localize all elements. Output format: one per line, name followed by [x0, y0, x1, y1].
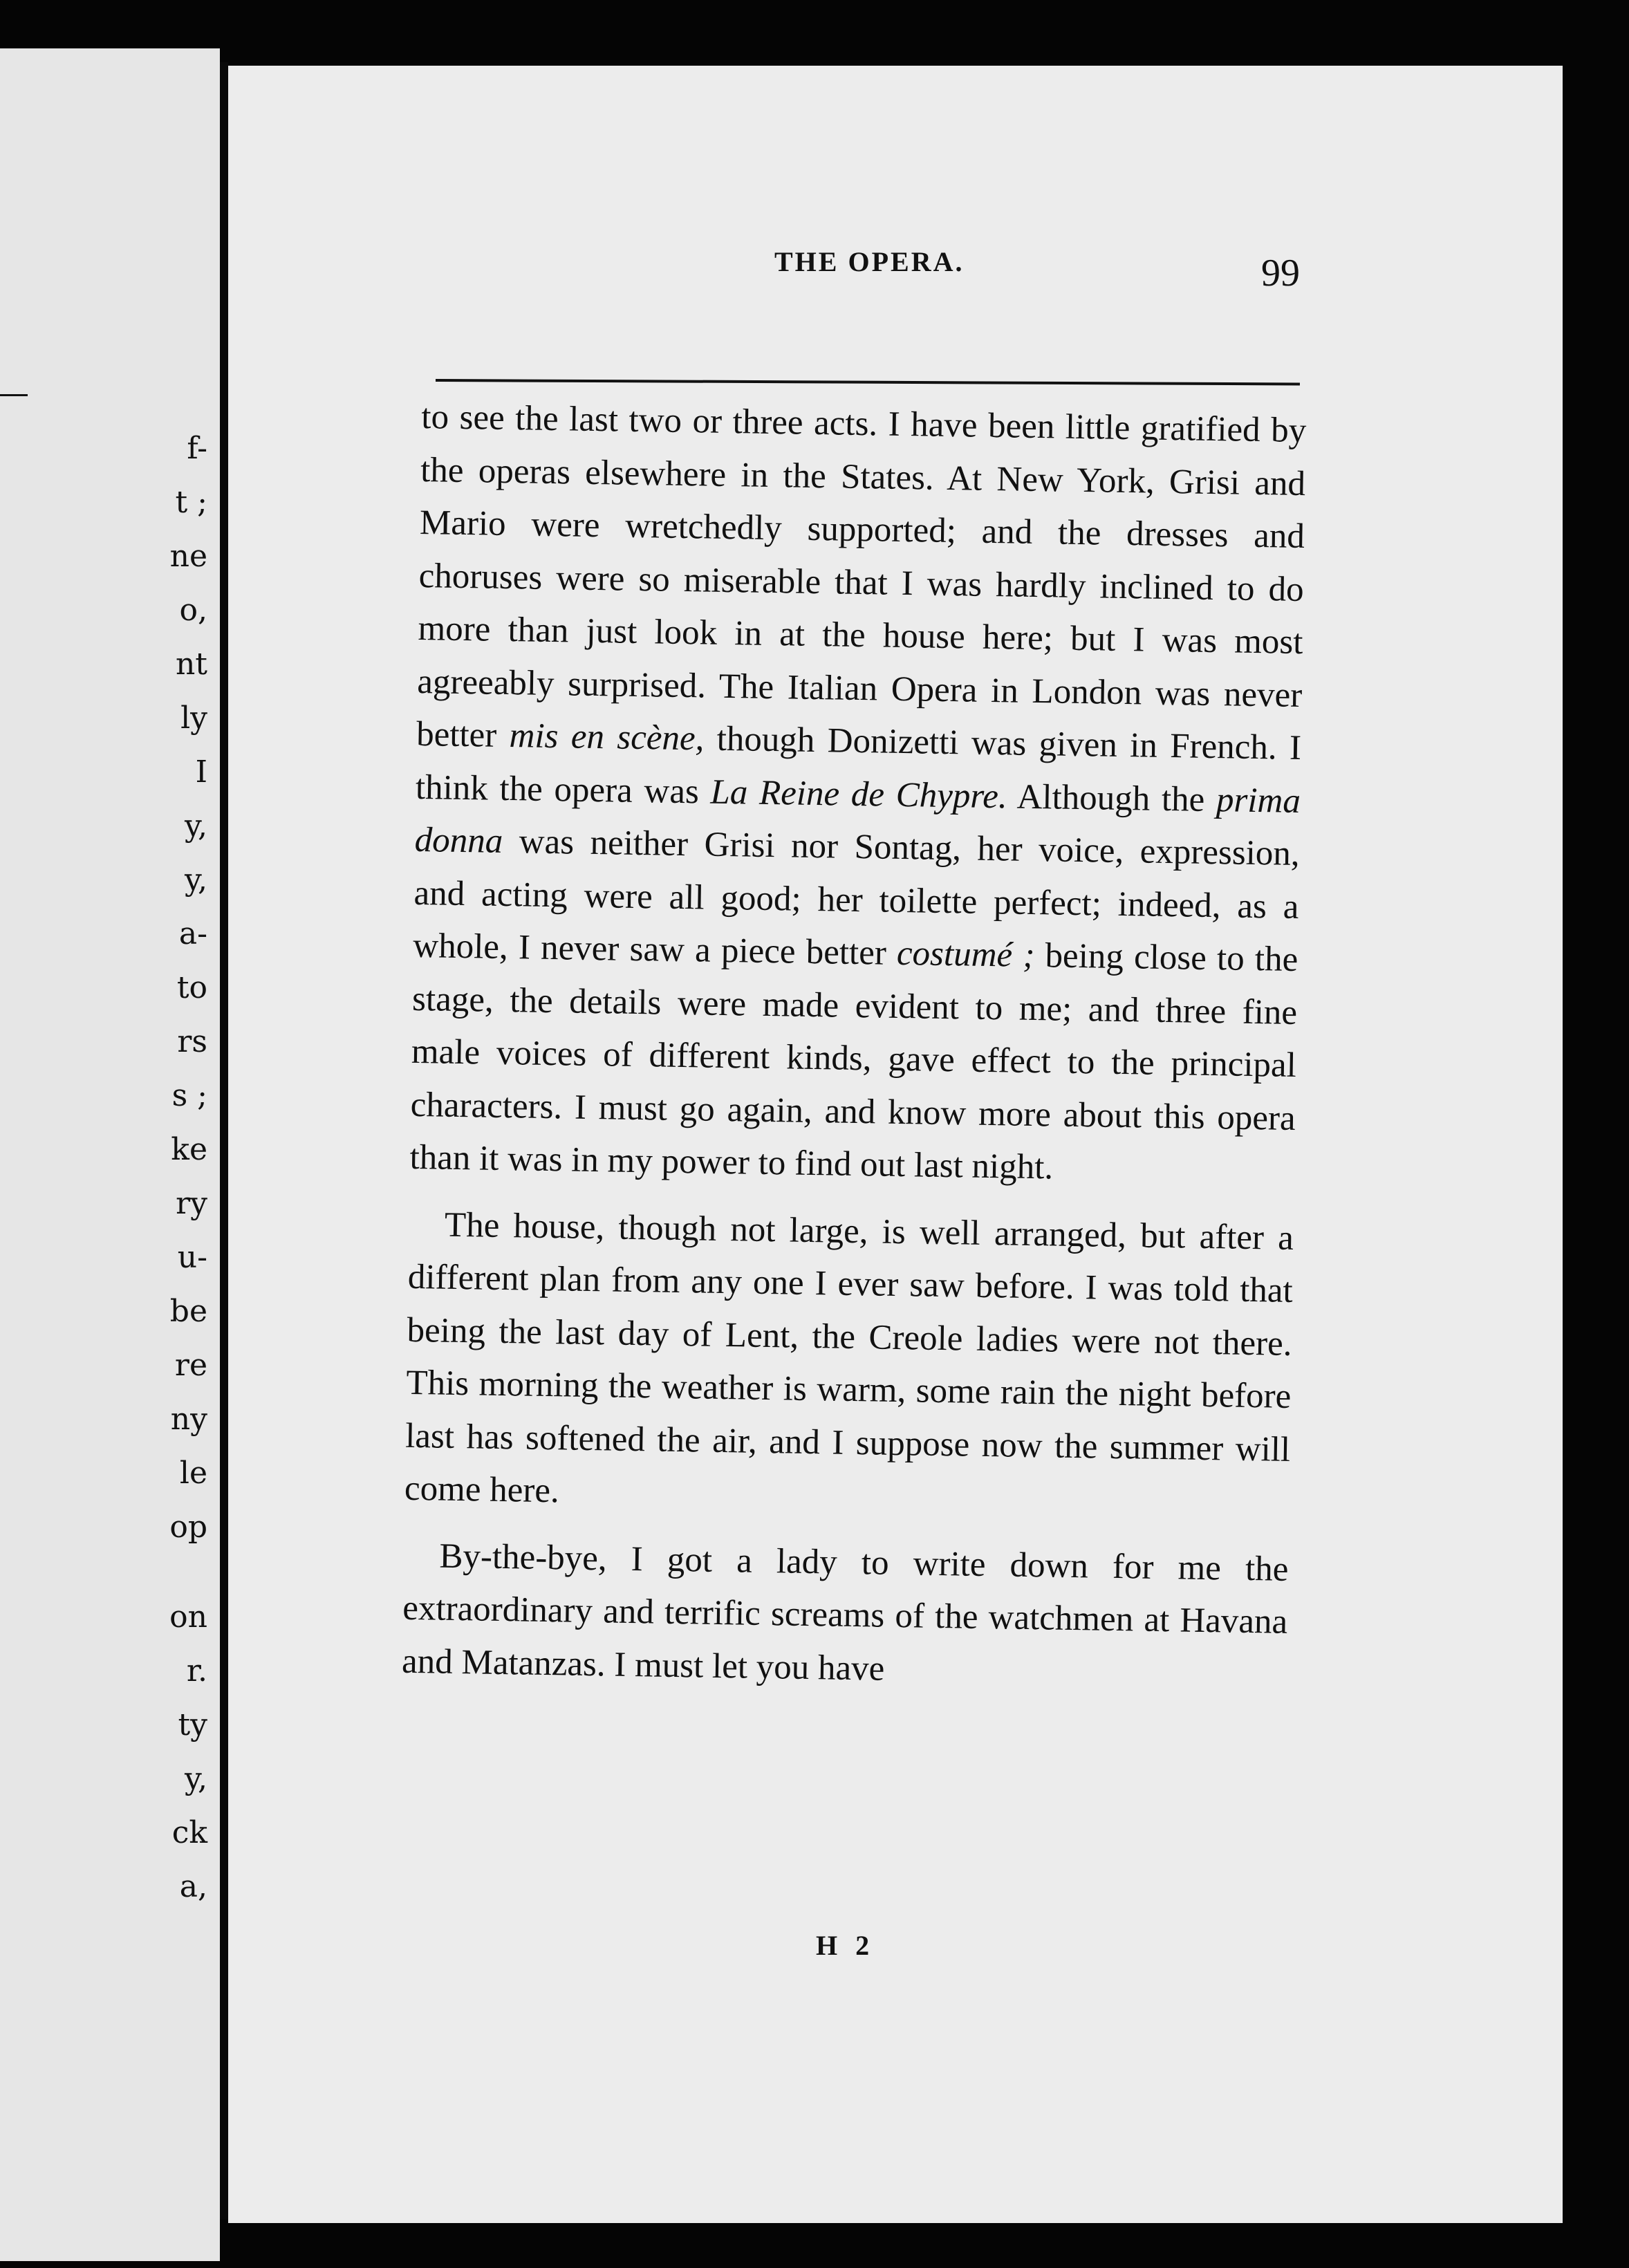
- left-page-fragment: ke: [171, 1132, 207, 1167]
- left-page-fragment: to: [176, 970, 207, 1005]
- left-page-fragment: be: [169, 1294, 207, 1329]
- italic-phrase-prima-donna: prima donna: [414, 780, 1301, 861]
- paragraph-1-text-c: Although the: [1007, 777, 1217, 819]
- left-page-fragment: y,: [185, 808, 207, 844]
- left-page-fragment: I: [195, 754, 207, 790]
- left-page-fragment: op: [169, 1509, 207, 1545]
- italic-phrase-opera-title: La Reine de Chypre.: [710, 772, 1008, 816]
- left-page-fragment: a-: [178, 916, 207, 951]
- left-page-fragment: ty: [178, 1707, 207, 1742]
- left-page-fragment: a,: [179, 1869, 207, 1904]
- paragraph-2: The house, though not large, is well arranged, but after a different plan from any one I ever saw before. I was told that being the last day of Lent, the Creole ladies were not there. This morning the weather is warm, some rain the night before last has softened the air, and I suppose now the summer will come here.: [404, 1205, 1294, 1511]
- left-page-fragment: r.: [186, 1653, 207, 1689]
- left-page-fragment: ck: [171, 1815, 207, 1850]
- left-page-fragment: t ;: [175, 485, 207, 520]
- paragraph-1: [409, 391, 1307, 1198]
- running-title: THE OPERA.: [774, 246, 965, 277]
- page-header: [207, 245, 1300, 308]
- left-page-fragment: nt: [175, 647, 207, 682]
- left-page-rule: [0, 394, 28, 396]
- paragraph-1-text-a: to see the last two or three acts. I have been little gratified by the operas elsewhere in the States. At New York, Grisi and Mario were wretchedly supported; and the dresses and choruses were so miserable that I was hardly inclined to do more than just look in at the house here; but I was most agreeably surprised. The Italian Opera in London was never better: [416, 397, 1307, 756]
- left-page-fragment: re: [174, 1348, 207, 1383]
- paragraph-1-text-e: being close to the stage, the details were made evident to me; and three fine male voices of different kinds, gave effect to the principal characters. I must go again, and know more about this opera than it was in my power to find out last night.: [409, 936, 1298, 1187]
- left-page-fragment: s ;: [171, 1078, 207, 1113]
- left-facing-page: [0, 48, 220, 2261]
- page-number: 99: [1261, 252, 1300, 295]
- left-page-fragment: o,: [179, 593, 207, 628]
- left-page-fragment: on: [169, 1599, 207, 1635]
- left-page-fragment: f-: [187, 431, 207, 466]
- page-gutter: [220, 62, 228, 2220]
- left-page-fragment: ne: [169, 539, 207, 574]
- body-text: [401, 391, 1307, 1716]
- paragraph-3: By-the-bye, I got a lady to write down for me the extraordinary and terrific screams of the watchmen at Havana and Matanzas. I must let you have: [401, 1536, 1289, 1689]
- left-page-fragment: le: [179, 1456, 207, 1491]
- italic-phrase-costume: costumé ;: [896, 933, 1035, 976]
- italic-phrase-mis-en-scene: mis en scène,: [509, 716, 705, 759]
- left-page-fragment: ry: [176, 1186, 207, 1221]
- left-page-fragment: u-: [177, 1240, 207, 1275]
- paragraph-1-text-b: though Donizetti was given in French. I think the opera was: [415, 719, 1302, 812]
- left-page-fragment: y,: [185, 1761, 207, 1796]
- paragraph-1-text-d: was neither Grisi nor Sontag, her voice, expression, and acting were all good; her toilette perfect; indeed, as a whole, I never saw a piece better: [412, 821, 1301, 973]
- left-page-fragment: ny: [170, 1402, 207, 1437]
- left-page-text-fragments: [169, 422, 207, 1914]
- left-page-fragment: y,: [185, 862, 207, 898]
- left-page-fragment: ly: [180, 700, 207, 736]
- left-page-fragment: rs: [177, 1024, 207, 1059]
- signature-mark: H 2: [816, 1930, 875, 1961]
